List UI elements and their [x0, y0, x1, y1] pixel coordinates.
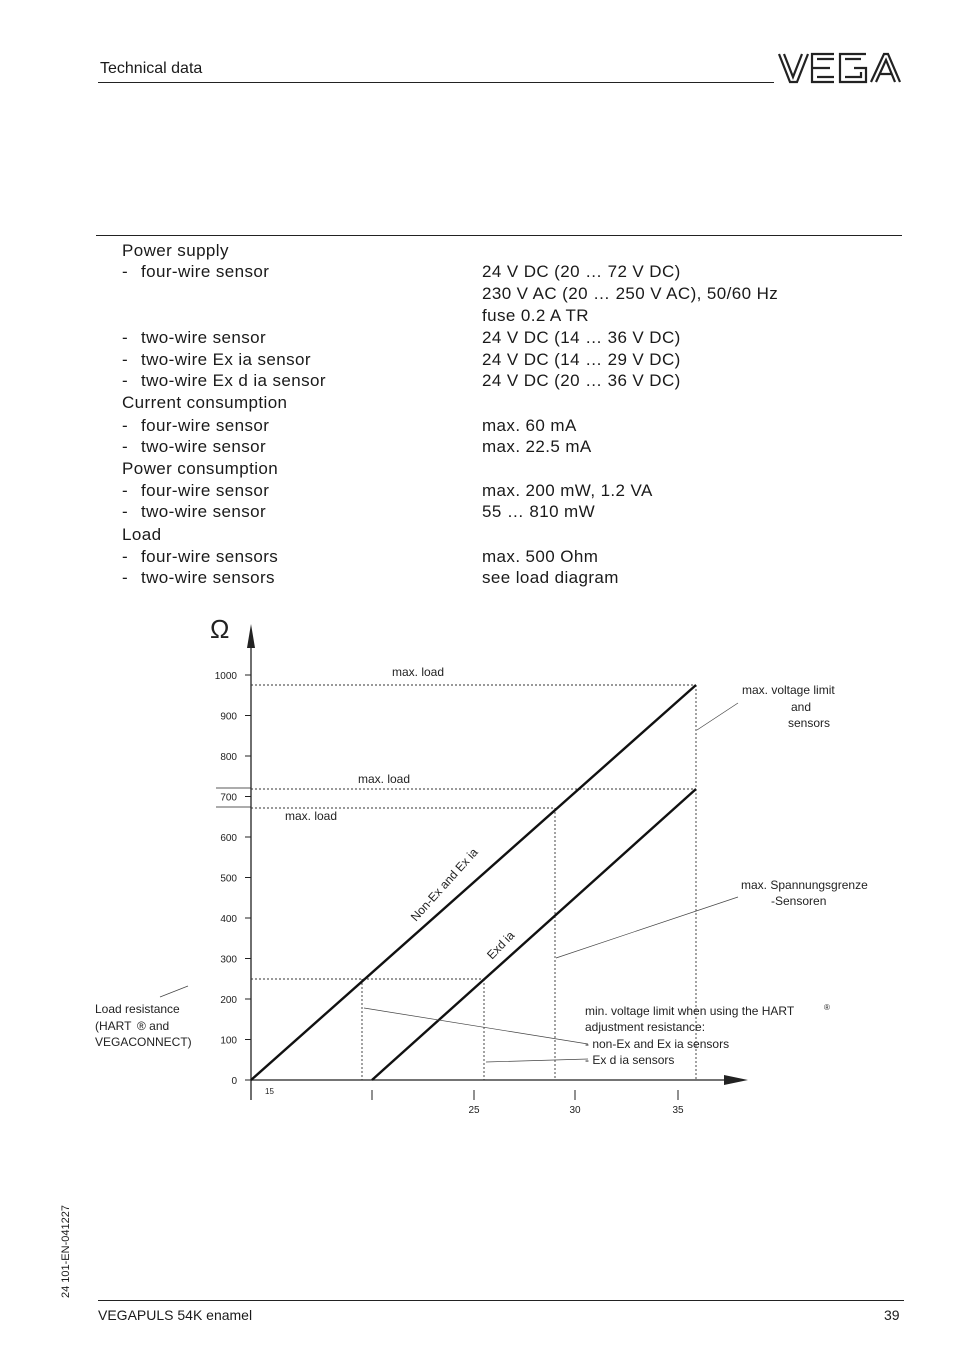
- page-header-title: Technical data: [100, 60, 203, 77]
- spec-label-text: Load: [122, 525, 162, 544]
- spec-dash: -: [122, 547, 129, 566]
- y-tick-label: 700: [220, 792, 237, 804]
- x-tick-label: 25: [468, 1105, 480, 1116]
- spec-group-label: [122, 393, 287, 413]
- y-tick-label: 200: [220, 995, 237, 1006]
- spec-label-text: four-wire sensor: [141, 481, 270, 500]
- x-tick-label: 15: [265, 1087, 274, 1096]
- series-label-exd: Exd ia: [484, 928, 518, 963]
- spec-label-text: Power consumption: [122, 459, 279, 478]
- y-tick-label: 1000: [214, 671, 237, 682]
- spec-label-text: four-wire sensor: [141, 262, 270, 281]
- y-tick-label: 300: [220, 954, 237, 966]
- spec-sub-label: [122, 547, 278, 567]
- spec-sub-label: [122, 371, 326, 391]
- x-tick-label: 35: [672, 1105, 684, 1116]
- annotation-max-voltage: max. voltage limit: [742, 683, 835, 697]
- y-axis-arrow: [247, 624, 255, 648]
- annotation-min-voltage: ®: [824, 1003, 830, 1012]
- spec-value: 24 V DC (20 … 36 V DC): [482, 371, 681, 390]
- spec-label-text: two-wire sensor: [141, 502, 267, 521]
- y-tick-label: 0: [231, 1076, 237, 1087]
- document-code: 24 101-EN-041227: [60, 1205, 72, 1298]
- spec-label-text: four-wire sensors: [141, 547, 279, 566]
- y-tick-label: 800: [220, 752, 237, 763]
- spec-dash: -: [122, 568, 129, 587]
- spec-value: see load diagram: [482, 568, 619, 587]
- spec-dash: -: [122, 262, 129, 281]
- spec-label-text: four-wire sensor: [141, 416, 270, 435]
- spec-label-text: two-wire Ex d ia sensor: [141, 371, 326, 390]
- spec-value: max. 22.5 mA: [482, 437, 592, 456]
- spec-group-label: [122, 241, 229, 261]
- leader-line: [160, 986, 188, 997]
- spec-label-text: two-wire sensors: [141, 568, 275, 587]
- spec-value: 230 V AC (20 … 250 V AC), 50/60 Hz: [482, 284, 779, 303]
- leader-line: [556, 897, 738, 958]
- spec-dash: -: [122, 350, 129, 369]
- spec-dash: -: [122, 502, 129, 521]
- spec-label-text: two-wire sensor: [141, 328, 267, 347]
- page-number: 39: [884, 1307, 900, 1323]
- spec-label-text: Current consumption: [122, 393, 288, 412]
- y-tick-label: 900: [220, 711, 237, 723]
- leader-line: [364, 1008, 588, 1044]
- spec-sub-label: [122, 328, 266, 348]
- spec-sub-label: [122, 568, 275, 588]
- spec-label-text: two-wire sensor: [141, 437, 267, 456]
- spec-group-label: [122, 459, 278, 479]
- spec-value: max. 500 Ohm: [482, 547, 599, 566]
- annotation-spannungsgrenze: -Sensoren: [771, 894, 827, 908]
- annotation-max-voltage: and: [791, 700, 812, 714]
- spec-dash: -: [122, 371, 129, 390]
- annotation-min-voltage: adjustment resistance:: [585, 1020, 706, 1034]
- series-label-non-ex: Non-Ex and Ex ia: [407, 845, 481, 925]
- spec-label-text: Power supply: [122, 241, 229, 260]
- annotation-load-resistance: Load resistance: [95, 1002, 180, 1016]
- y-tick-label: 600: [220, 833, 237, 844]
- y-tick-label: 400: [220, 914, 237, 925]
- spec-dash: -: [122, 328, 129, 347]
- spec-dash: -: [122, 416, 129, 435]
- spec-label-text: two-wire Ex ia sensor: [141, 350, 311, 369]
- spec-sub-label: [122, 262, 269, 282]
- spec-value: max. 60 mA: [482, 416, 577, 435]
- footer-product-name: VEGAPULS 54K enamel: [98, 1307, 253, 1323]
- header-rule: [98, 82, 774, 83]
- spec-group-label: [122, 525, 161, 545]
- annotation-max-voltage: sensors: [788, 716, 831, 730]
- x-tick-label: 30: [569, 1105, 581, 1116]
- y-tick-label: 100: [220, 1035, 237, 1047]
- footer-rule: [98, 1300, 904, 1301]
- leader-line: [486, 1059, 588, 1062]
- spec-sub-label: [122, 416, 269, 436]
- spec-value: 24 V DC (20 … 72 V DC): [482, 262, 681, 281]
- spec-value: 24 V DC (14 … 36 V DC): [482, 328, 681, 347]
- x-axis-arrow: [724, 1075, 748, 1085]
- spec-sub-label: [122, 502, 266, 522]
- vega-logo: [776, 50, 902, 86]
- annotation-min-voltage: min. voltage limit when using the HART: [585, 1004, 795, 1018]
- spec-value: fuse 0.2 A TR: [482, 306, 589, 325]
- load-diagram: [0, 610, 954, 1130]
- leader-line: [697, 703, 738, 730]
- spec-value: 24 V DC (14 … 29 V DC): [482, 350, 681, 369]
- max-load-label: max. load: [392, 665, 445, 679]
- spec-dash: -: [122, 481, 129, 500]
- spec-value: 55 … 810 mW: [482, 502, 596, 521]
- spec-sub-label: [122, 350, 311, 370]
- annotation-load-resistance: (HART: [95, 1019, 132, 1033]
- spec-value: max. 200 mW, 1.2 VA: [482, 481, 653, 500]
- y-tick-label: 500: [220, 873, 237, 885]
- annotation-spannungsgrenze: max. Spannungsgrenze: [741, 878, 868, 892]
- annotation-load-resistance: VEGACONNECT): [95, 1035, 192, 1049]
- spec-sub-label: [122, 481, 269, 501]
- max-load-label: max. load: [285, 809, 338, 823]
- spec-sub-label: [122, 437, 266, 457]
- section-rule: [96, 235, 902, 236]
- spec-dash: -: [122, 437, 129, 456]
- y-axis-label: Ω: [210, 614, 230, 644]
- annotation-min-voltage: - Ex d ia sensors: [585, 1053, 675, 1067]
- annotation-load-resistance: ® and: [137, 1019, 170, 1033]
- annotation-min-voltage: - non-Ex and Ex ia sensors: [585, 1037, 730, 1051]
- max-load-label: max. load: [358, 772, 411, 786]
